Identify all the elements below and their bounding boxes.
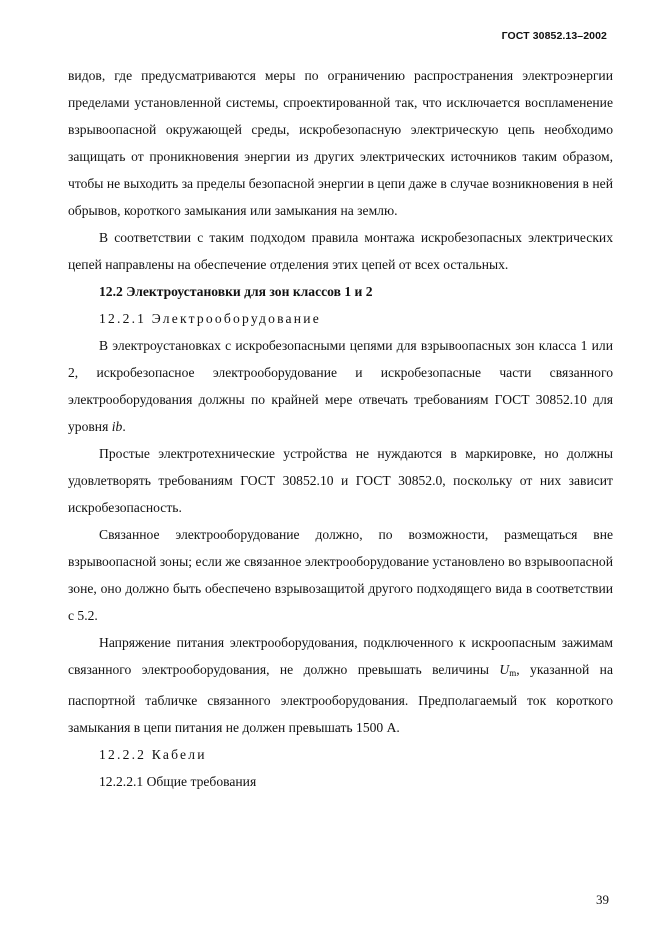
subsection-heading-12-2-2-1: 12.2.2.1 Общие требования [99, 774, 257, 789]
paragraph-equipment-end: . [122, 419, 126, 434]
paragraph-equipment-requirements [68, 332, 613, 440]
paragraph-associated-equipment: Связанное электрооборудование должно, по возможности, размещаться вне взрывоопасной зоны; если же связанное электрооборудование установлено во взрывоопасной зоне, оно должно быть обеспечено взрывозащитой другого подходящего вида в соответствии с 5.2. [68, 527, 613, 623]
paragraph-equipment-text: В электроустановках с искробезопасными цепями для взрывоопасных зон класса 1 или 2, искробезопасное электрооборудование и искробезопасные части связанного электрооборудования должны по крайней мере отвечать требованиям ГОСТ 30852.10 для уровня [68, 338, 613, 434]
paragraph-voltage-text-a: Напряжение питания электрооборудования, подключенного к искроопасным зажимам связанного электрооборудования, не должно превышать величины [68, 635, 613, 677]
voltage-symbol: U [499, 662, 510, 677]
subsection-heading-12-2-2: 12.2.2 Кабели [99, 747, 207, 762]
paragraph-voltage-text-b: , указанной на паспортной табличке связанного электрооборудования. Предполагаемый ток короткого замыкания в цепи питания не должен превышать 1500 А. [68, 662, 613, 735]
section-heading-12-2: 12.2 Электроустановки для зон классов 1 и 2 [99, 284, 373, 299]
paragraph-supply-voltage [68, 629, 613, 741]
paragraph-installation-rules: В соответствии с таким подходом правила монтажа искробезопасных электрических цепей направлены на обеспечение отделения этих цепей от всех остальных. [68, 230, 613, 272]
paragraph-simple-devices: Простые электротехнические устройства не нуждаются в маркировке, но должны удовлетворять требованиям ГОСТ 30852.10 и ГОСТ 30852.0, поскольку от них зависит искробезопасность. [68, 446, 613, 515]
document-header: ГОСТ 30852.13–2002 [501, 30, 607, 42]
subsection-heading-12-2-1: 12.2.1 Электрооборудование [99, 311, 321, 326]
page-number: 39 [596, 892, 609, 907]
paragraph-continuation: видов, где предусматриваются меры по ограничению распространения электроэнергии пределами установленной системы, спроектированной так, что исключается воспламенение взрывоопасной окружающей среды, искробезопасную электрическую цепь необходимо защищать от проникновения энергии из других электрических источников таким образом, чтобы не выходить за пределы безопасной энергии в цепи даже в случае возникновения в ней обрывов, короткого замыкания или замыкания на землю. [68, 68, 613, 218]
page-body [68, 62, 613, 795]
voltage-subscript: m [509, 668, 517, 678]
level-ib: ib [111, 419, 123, 434]
